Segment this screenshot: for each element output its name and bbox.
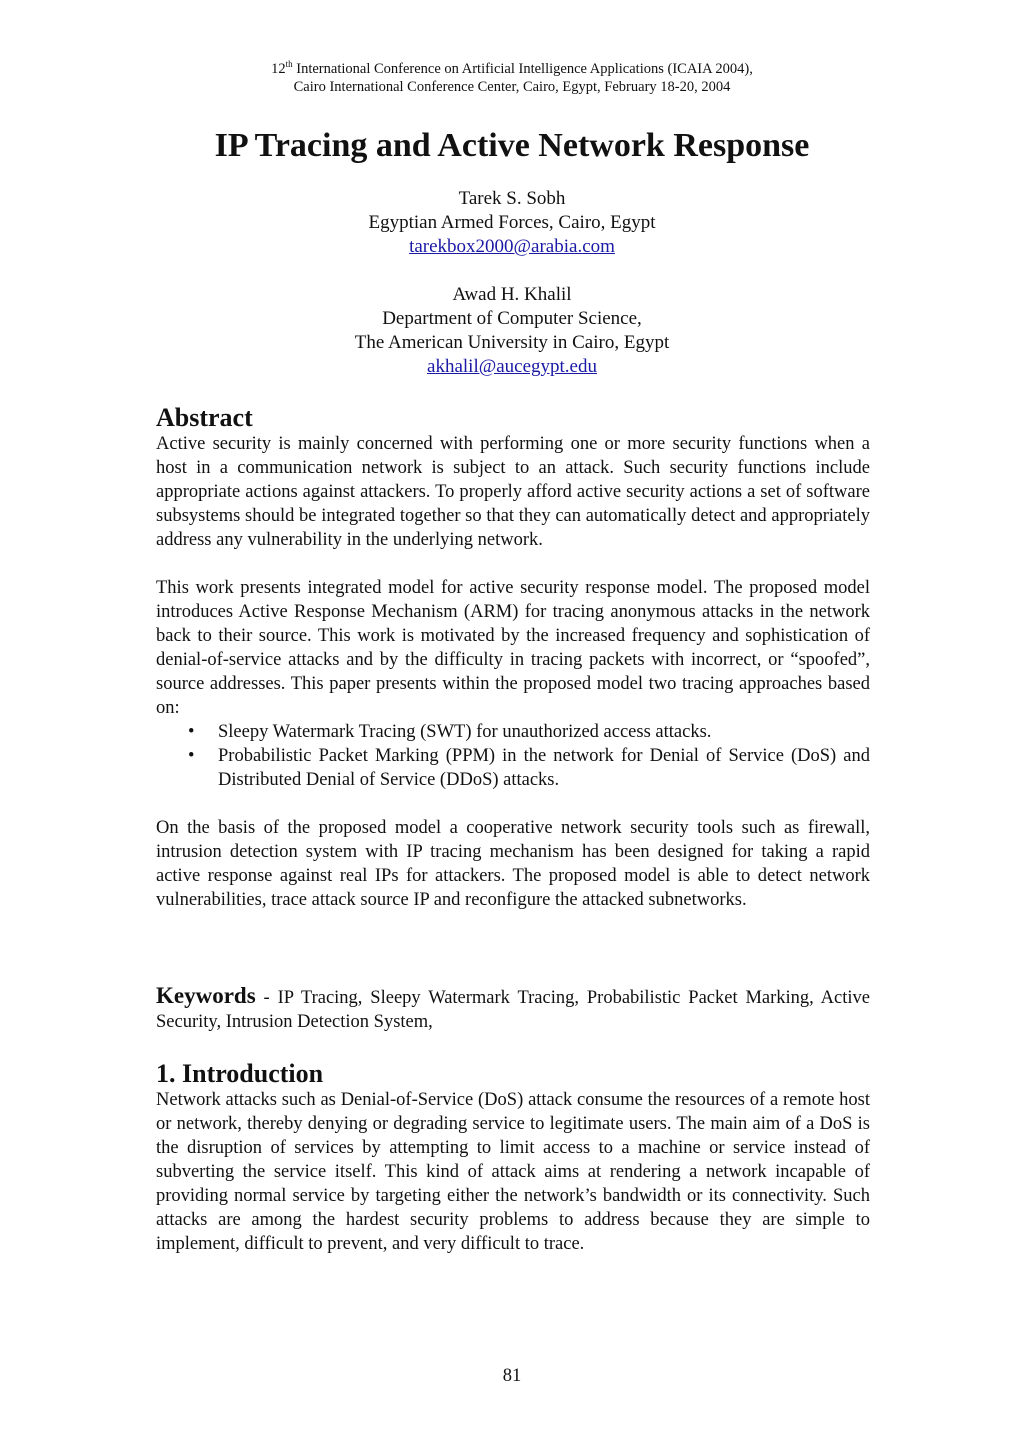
header-line-1: 12th International Conference on Artificial Intelligence Applications (ICAIA 2004), bbox=[271, 59, 753, 77]
author-email-link[interactable]: tarekbox2000@arabia.com bbox=[409, 236, 615, 257]
abstract-heading: Abstract bbox=[156, 403, 253, 432]
author-block-2 bbox=[0, 283, 1024, 379]
keywords-section bbox=[156, 984, 870, 1034]
abstract-paragraph: This work presents integrated model for active security response model. The proposed model introduces Active Response Mechanism (ARM) for tracing anonymous attacks in the network back to their source. This work is motivated by the increased frequency and sophistication of denial-of-service attacks and by the difficulty in tracing packets with incorrect, or “spoofed”, source addresses. This paper presents within the proposed model two tracing approaches based on: bbox=[156, 578, 870, 718]
keywords-paragraph bbox=[156, 984, 870, 1034]
page-number: 81 bbox=[502, 1366, 522, 1386]
author-name: Tarek S. Sobh bbox=[458, 188, 566, 209]
ordinal-superscript: th bbox=[285, 59, 293, 69]
list-item: • Probabilistic Packet Marking (PPM) in the network for Denial of Service (DoS) and Distributed Denial of Service (DDoS) attacks. bbox=[188, 746, 870, 790]
keywords-text: - IP Tracing, Sleepy Watermark Tracing, Probabilistic Packet Marking, Active Security, Intrusion Detection System, bbox=[156, 988, 870, 1032]
paper-title: IP Tracing and Active Network Response bbox=[214, 127, 810, 164]
author-email-link[interactable]: akhalil@aucegypt.edu bbox=[427, 356, 597, 377]
keywords-label: Keywords bbox=[156, 983, 256, 1008]
abstract-paragraph: On the basis of the proposed model a cooperative network security tools such as firewall, intrusion detection system with IP tracing mechanism has been designed for taking a rapid active response against real IPs for attackers. The proposed model is able to detect network vulnerabilities, trace attack source IP and reconfigure the attacked subnetworks. bbox=[156, 818, 870, 910]
introduction-paragraph: Network attacks such as Denial-of-Service (DoS) attack consume the resources of a remote host or network, thereby denying or degrading service to legitimate users. The main aim of a DoS is the disruption of services by attempting to limit access to a machine or service instead of subverting the service itself. This kind of attack aims at rendering a network incapable of providing normal service by targeting either the network’s bandwidth or its connectivity. Such attacks are among the hardest security problems to address because they are simple to implement, difficult to prevent, and very difficult to trace. bbox=[156, 1090, 870, 1254]
author-affiliation: Department of Computer Science, bbox=[382, 308, 642, 329]
author-affiliation: The American University in Cairo, Egypt bbox=[354, 332, 670, 353]
author-block-1 bbox=[0, 187, 1024, 259]
author-name: Awad H. Khalil bbox=[452, 284, 572, 305]
list-item: • Sleepy Watermark Tracing (SWT) for unauthorized access attacks. bbox=[188, 722, 712, 742]
tracing-approaches-list bbox=[156, 720, 870, 792]
introduction-heading: 1. Introduction bbox=[156, 1059, 324, 1088]
introduction-section bbox=[156, 1060, 870, 1256]
header-line-2: Cairo International Conference Center, Cairo, Egypt, February 18-20, 2004 bbox=[293, 79, 731, 95]
bullet-icon: • bbox=[188, 722, 195, 742]
abstract-section bbox=[156, 404, 870, 912]
conference-header bbox=[0, 60, 1024, 96]
bullet-icon: • bbox=[188, 746, 195, 766]
author-affiliation: Egyptian Armed Forces, Cairo, Egypt bbox=[368, 212, 656, 233]
abstract-paragraph: Active security is mainly concerned with performing one or more security functions when a host in a communication network is subject to an attack. Such security functions include appropriate actions against attackers. To properly afford active security actions a set of software subsystems should be integrated together so that they can automatically detect and appropriately address any vulnerability in the underlying network. bbox=[156, 434, 870, 550]
